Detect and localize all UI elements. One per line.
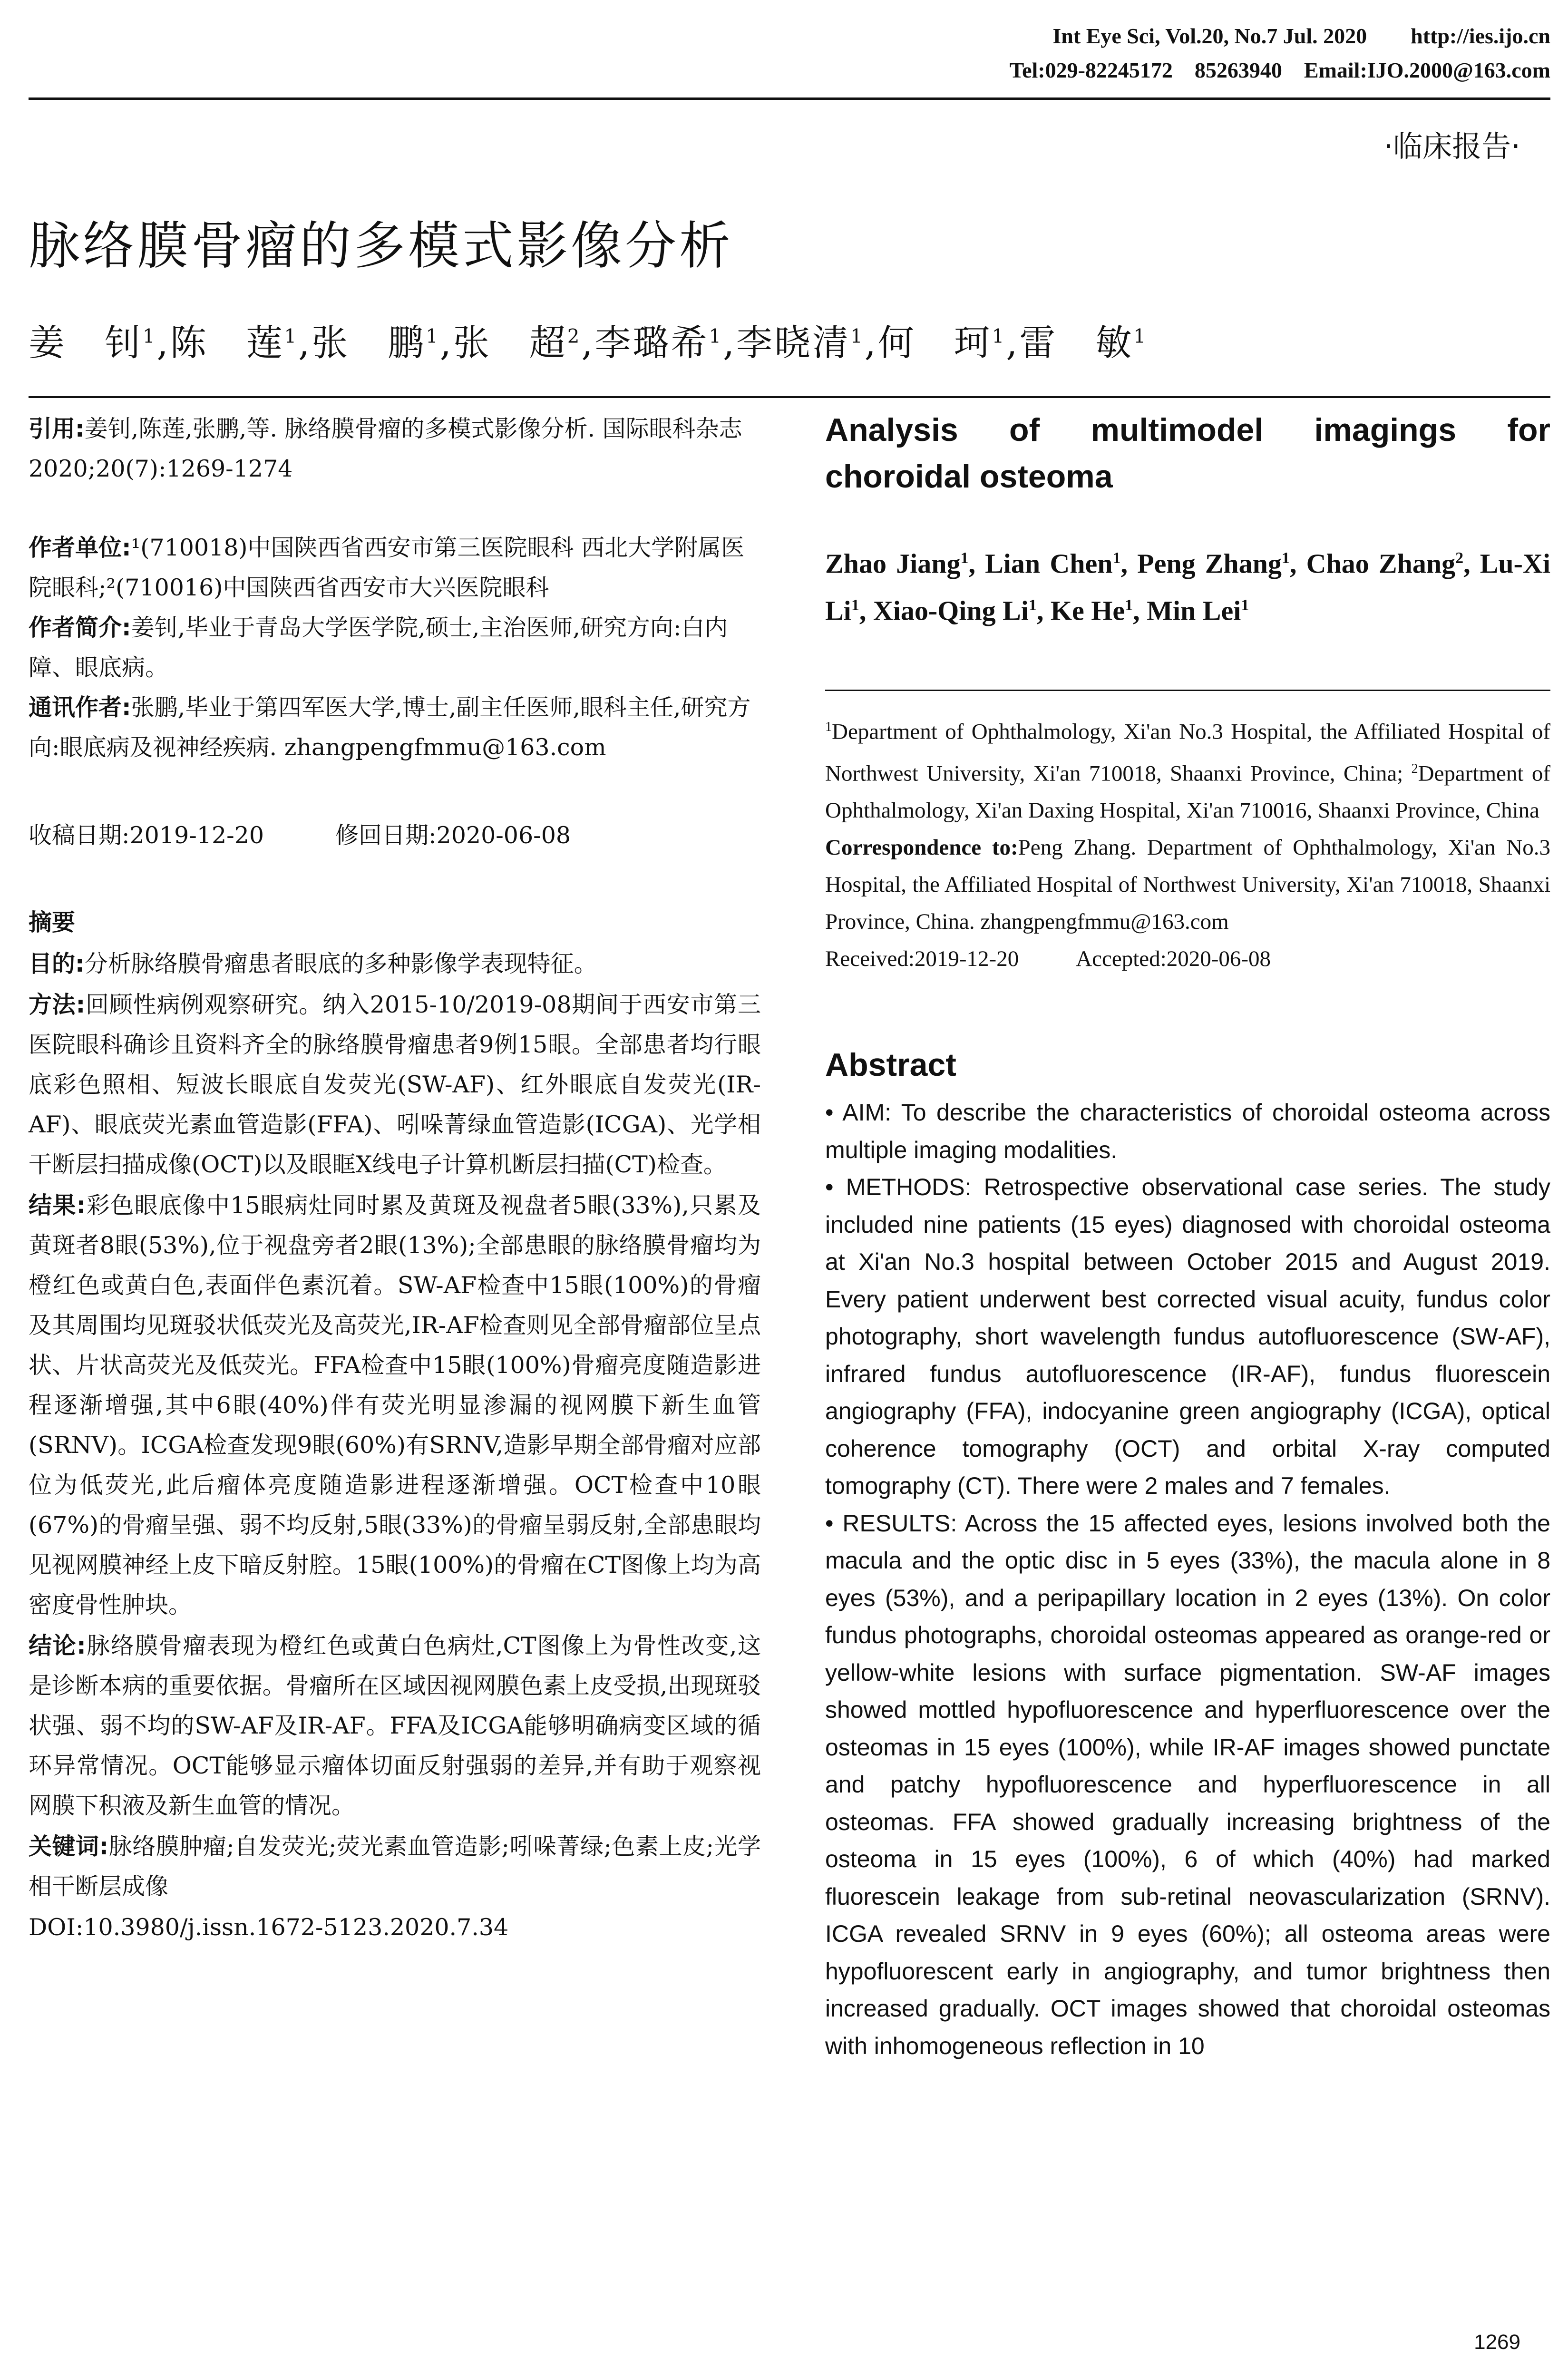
author-en: Peng Zhang bbox=[1137, 548, 1282, 579]
section-label: 结论: bbox=[29, 1632, 86, 1659]
author-list-en: Zhao Jiang$^1$, Lian Chen$^1$, Peng Zhang$^1$, Chao Zhang$^2$, Lu-Xi Li$^1$, Xiao-Qing Li$^1$, Ke He$^1$, Min Lei$^1$ bbox=[825, 548, 1550, 626]
abstract-methods-cn bbox=[29, 985, 761, 1185]
header-journal-line: Int Eye Sci, Vol.20, No.7 Jul. 2020 http://ies.ijo.cn bbox=[1052, 24, 1550, 48]
dates-cn bbox=[29, 816, 761, 856]
corresponding-author-label: 通讯作者: bbox=[29, 694, 131, 721]
title-en-line1: Analysis of multimodel imagings for bbox=[825, 412, 1550, 448]
section-text: 脉络膜骨瘤表现为橙红色或黄白色病灶,CT图像上为骨性改变,这是诊断本病的重要依据。骨瘤所在区域因视网膜色素上皮受损,出现斑驳状强、弱不均的SW-AF及IR-AF。FFA及ICGA能够明确病变区域的循环异常情况。OCT能够显示瘤体切面反射强弱的差异,并有助于观察视网膜下积液及新生血管的情况。 bbox=[29, 1632, 761, 1819]
author-affil-sup: 1 bbox=[426, 325, 440, 348]
abstract-aim-en: • AIM: To describe the characteristics of choroidal osteoma across multiple imaging modalities. bbox=[825, 1099, 1550, 1163]
author-cn: 雷 敏 bbox=[1019, 321, 1134, 364]
column-tag: ·临床报告· bbox=[1383, 129, 1520, 164]
author-affil-sup: 1 bbox=[1112, 549, 1121, 567]
author-info-block bbox=[29, 528, 761, 768]
affiliation-label: 作者单位: bbox=[29, 534, 131, 561]
author-affil-sup: 2 bbox=[1455, 549, 1464, 567]
author-list-cn: 姜 钊$^1$,陈 莲$^1$,张 鹏$^1$,张 超$^2$,李璐希$^1$,李晓清$^1$,何 珂$^1$,雷 敏$^1$ bbox=[29, 321, 1148, 364]
running-header bbox=[808, 19, 1550, 88]
author-cn: 何 珂 bbox=[877, 321, 992, 364]
author-en: Lu-Xi Li bbox=[825, 548, 1550, 626]
received-date-en: Received:2019-12-20 bbox=[825, 946, 1019, 972]
header-contact-line: Tel:029-82245172 85263940 Email:IJO.2000@163.com bbox=[1009, 58, 1550, 82]
abstract-results-en: • RESULTS: Across the 15 affected eyes, lesions involved both the macula and the optic disc in 5 eyes (33%), the macula alone in 8 eyes (53%), and a peripapillary location in 2 eyes (13%). On color fundus photographs, choroidal osteomas appeared as orange-red or yellow-white lesions with surface pigmentation. SW-AF images showed mottled hypofluorescence and hyperfluorescence over the osteomas in 15 eyes (100%), while IR-AF images showed punctate and patchy hypofluorescence and hyperfluorescence in all osteomas. FFA showed gradually increasing brightness of the osteoma in 15 eyes (100%), 6 of which (40%) had marked fluorescein leakage from sub-retinal neovascularization (SRNV). ICGA revealed SRNV in 9 eyes (60%); all osteoma areas were hypofluorescent early in angiography, and tumor brightness then increased gradually. OCT images showed that choroidal osteomas with inhomogeneous reflection in 10 bbox=[825, 1510, 1550, 2059]
section-text: 分析脉络膜骨瘤患者眼底的多种影像学表现特征。 bbox=[84, 950, 597, 977]
author-cn: 李璐希 bbox=[594, 321, 709, 364]
revised-date-cn: 修回日期:2020-06-08 bbox=[335, 822, 571, 849]
author-cn: 李晓清 bbox=[736, 321, 851, 364]
correspondence-text-en: Peng Zhang. Department of Ophthalmology, Xi'an No.3 Hospital, the Affiliated Hospital of Northwest University, Xi'an 710018, Shaanxi Province, China. zhangpengfmmu@163.com bbox=[825, 835, 1550, 935]
correspondence-label-en: Correspondence to: bbox=[825, 835, 1018, 860]
abstract-heading-en: Abstract bbox=[825, 1047, 956, 1083]
author-cn: 陈 莲 bbox=[170, 321, 284, 364]
abstract-aim-cn bbox=[29, 944, 761, 984]
author-affil-sup: 1 bbox=[143, 325, 157, 348]
author-affil-sup: 1 bbox=[1125, 596, 1133, 614]
citation-label: 引用: bbox=[29, 415, 85, 442]
received-date-cn: 收稿日期:2019-12-20 bbox=[29, 822, 264, 849]
article-title-cn: 脉络膜骨瘤的多模式影像分析 bbox=[29, 216, 734, 276]
section-text: 彩色眼底像中15眼病灶同时累及黄斑及视盘者5眼(33%),只累及黄斑者8眼(53%),位于视盘旁者2眼(13%);全部患眼的脉络膜骨瘤均为橙红色或黄白色,表面伴色素沉着。SW-AF检查中15眼(100%)的骨瘤及其周围均见斑驳状低荧光及高荧光,IR-AF检查则见全部骨瘤部位呈点状、片状高荧光及低荧光。FFA检查中15眼(100%)骨瘤亮度随造影进程逐渐增强,其中6眼(40%)伴有荧光明显渗漏的视网膜下新生血管(SRNV)。ICGA检查发现9眼(60%)有SRNV,造影早期全部骨瘤对应部位为低荧光,此后瘤体亮度随造影进程逐渐增强。OCT检查中10眼(67%)的骨瘤呈强、弱不均反射,5眼(33%)的骨瘤呈弱反射,全部患眼均见视网膜神经上皮下暗反射腔。15眼(100%)的骨瘤在CT图像上均为高密度骨性肿块。 bbox=[29, 1192, 761, 1618]
author-affil-sup: 1 bbox=[1241, 596, 1249, 614]
affil-sup: 1 bbox=[825, 720, 832, 734]
author-affil-sup: 1 bbox=[284, 325, 299, 348]
section-label: 方法: bbox=[29, 991, 86, 1018]
affiliation-en-block bbox=[825, 709, 1550, 977]
keywords-cn bbox=[29, 1827, 761, 1907]
page-number: 1269 bbox=[1474, 2330, 1520, 2354]
author-affil-sup: 1 bbox=[1281, 549, 1290, 567]
affiliation-text: ¹(710018)中国陕西省西安市第三医院眼科 西北大学附属医院眼科;²(710016)中国陕西省西安市大兴医院眼科 bbox=[29, 534, 745, 601]
author-affil-sup: 1 bbox=[1133, 325, 1148, 348]
author-en: Ke He bbox=[1050, 595, 1125, 626]
author-affil-sup: 1 bbox=[709, 325, 723, 348]
doi[interactable]: DOI:10.3980/j.issn.1672-5123.2020.7.34 bbox=[29, 1914, 509, 1941]
title-en-line2: choroidal osteoma bbox=[825, 458, 1113, 495]
author-en: Min Lei bbox=[1147, 595, 1241, 626]
section-text: 脉络膜肿瘤;自发荧光;荧光素血管造影;吲哚菁绿;色素上皮;光学相干断层成像 bbox=[29, 1833, 761, 1900]
author-affil-sup: 1 bbox=[960, 549, 969, 567]
author-en: Lian Chen bbox=[985, 548, 1113, 579]
header-rule bbox=[29, 97, 1550, 100]
author-en: Xiao-Qing Li bbox=[873, 595, 1029, 626]
abstract-en bbox=[825, 1094, 1550, 2065]
author-affil-sup: 2 bbox=[567, 325, 582, 348]
author-cn: 张 鹏 bbox=[312, 321, 426, 364]
author-en: Chao Zhang bbox=[1306, 548, 1456, 579]
abstract-methods-en: • METHODS: Retrospective observational case series. The study included nine patients (15 eyes) diagnosed with choroidal osteoma at Xi'an No.3 hospital between October 2015 and August 2019. Every patient underwent best corrected visual acuity, fundus color photography, short wavelength fundus autofluorescence (SW-AF), infrared fundus autofluorescence (IR-AF), fundus fluorescein angiography (FFA), indocyanine green angiography (ICGA), optical coherence tomography (OCT) and orbital X-ray computed tomography (CT). There were 2 males and 7 females. bbox=[825, 1174, 1550, 1499]
author-affil-sup: 1 bbox=[850, 325, 865, 348]
author-rule-en bbox=[825, 690, 1550, 691]
author-affil-sup: 1 bbox=[851, 596, 859, 614]
section-text: 回顾性病例观察研究。纳入2015-10/2019-08期间于西安市第三医院眼科确诊且资料齐全的脉络膜骨瘤患者9例15眼。全部患者均行眼底彩色照相、短波长眼底自发荧光(SW-AF)、红外眼底自发荧光(IR-AF)、眼底荧光素血管造影(FFA)、吲哚菁绿血管造影(ICGA)、光学相干断层扫描成像(OCT)以及眼眶X线电子计算机断层扫描(CT)检查。 bbox=[29, 991, 761, 1178]
accepted-date-en: Accepted:2020-06-08 bbox=[1076, 946, 1271, 972]
corresponding-author-text: 张鹏,毕业于第四军医大学,博士,副主任医师,眼科主任,研究方向:眼底病及视神经疾病. zhangpengfmmu@163.com bbox=[29, 694, 751, 761]
article-title-en bbox=[825, 407, 1550, 500]
author-cn: 姜 钊 bbox=[29, 321, 143, 364]
affiliation-en-2: Department of Ophthalmology, Xi'an Daxing Hospital, Xi'an 710016, Shaanxi Province, China bbox=[825, 761, 1550, 823]
section-rule bbox=[29, 396, 1550, 398]
affil-sup: 2 bbox=[1411, 761, 1418, 776]
section-label: 目的: bbox=[29, 950, 85, 977]
author-affil-sup: 1 bbox=[1028, 596, 1037, 614]
section-label: 结果: bbox=[29, 1192, 86, 1219]
abstract-heading-cn: 摘要 bbox=[29, 909, 76, 936]
citation-block bbox=[29, 409, 761, 489]
author-cn: 张 超 bbox=[453, 321, 567, 364]
citation-text: 姜钊,陈莲,张鹏,等. 脉络膜骨瘤的多模式影像分析. 国际眼科杂志 2020;20(7):1269-1274 bbox=[29, 415, 742, 482]
author-bio-text: 姜钊,毕业于青岛大学医学院,硕士,主治医师,研究方向:白内障、眼底病。 bbox=[29, 614, 728, 681]
abstract-conclusion-cn bbox=[29, 1626, 761, 1826]
affiliation-en-1: Department of Ophthalmology, Xi'an No.3 Hospital, the Affiliated Hospital of Northwest University, Xi'an 710018, Shaanxi Province, China; bbox=[825, 719, 1550, 786]
author-affil-sup: 1 bbox=[992, 325, 1006, 348]
section-label: 关键词: bbox=[29, 1833, 109, 1860]
abstract-results-cn bbox=[29, 1186, 761, 1625]
author-bio-label: 作者简介: bbox=[29, 614, 131, 641]
author-en: Zhao Jiang bbox=[825, 548, 961, 579]
abstract-cn bbox=[29, 944, 761, 1948]
